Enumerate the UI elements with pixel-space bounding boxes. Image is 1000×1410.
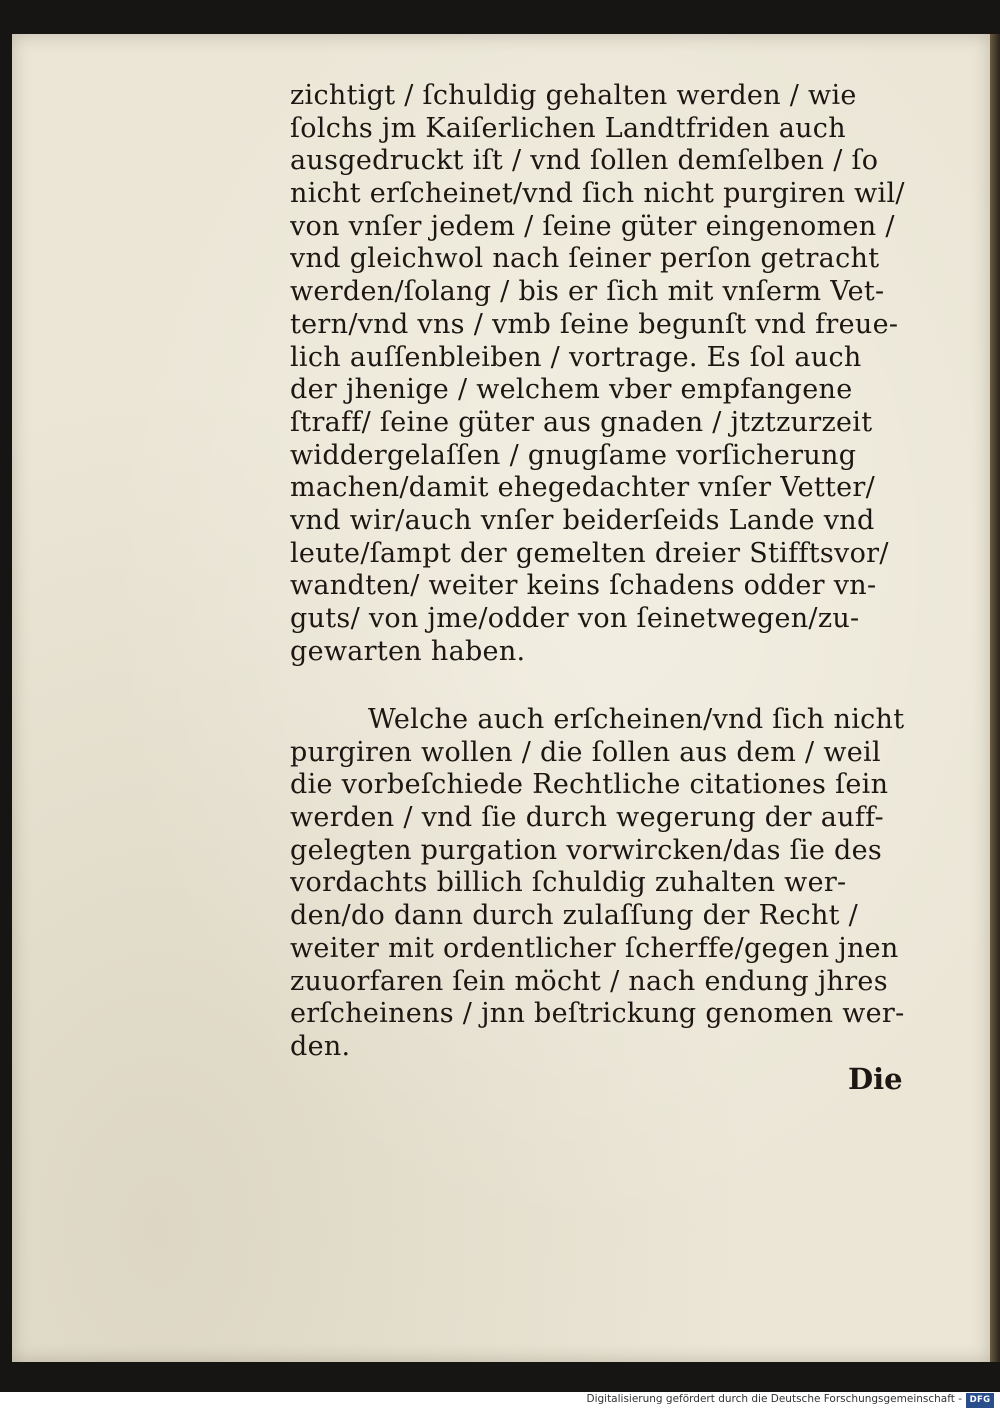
- text-line: weiter mit ordentlicher ſcherffe/gegen jnen: [290, 932, 899, 964]
- text-line: guts/ von jme/odder von ſeinetwegen/zu-: [290, 603, 860, 634]
- text-line: machen/damit ehegedachter vnſer Vetter/: [290, 472, 876, 504]
- text-line: gelegten purgation vorwircken/das ſie des: [290, 834, 883, 866]
- text-line: der jhenige / welchem vber empfangene: [290, 374, 853, 406]
- text-line: leute/ſampt der gemelten dreier Stifftsvor/: [290, 537, 889, 569]
- text-line: ſolchs jm Kaiſerlichen Landtfriden auch: [290, 112, 846, 144]
- footer-credit: Digitalisierung gefördert durch die Deutsche Forschungsgemeinschaft -: [586, 1393, 962, 1405]
- text-line: zichtigt / ſchuldig gehalten werden / wie: [290, 80, 857, 111]
- book-edge: [990, 34, 1000, 1362]
- text-line: von vnſer jedem / ſeine güter eingenomen /: [290, 210, 895, 242]
- text-line: nicht erſcheinet/vnd ſich nicht purgiren wil/: [290, 178, 905, 210]
- text-line: purgiren wollen / die ſollen aus dem / weil: [290, 736, 881, 768]
- text-line: lich auſſenbleiben / vortrage. Es ſol auch: [290, 341, 862, 373]
- text-line: den.: [290, 1030, 351, 1062]
- text-line: Welche auch erſcheinen/vnd ſich nicht: [368, 704, 905, 735]
- text-line: ſtraff/ ſeine güter aus gnaden / jtztzurzeit: [290, 406, 873, 438]
- text-line: erſcheinens / jnn beſtrickung genomen wer-: [290, 998, 905, 1030]
- text-line: widdergelaſſen / gnugſame vorſicherung: [290, 439, 857, 471]
- text-line: zuuorfaren ſein möcht / nach endung jhres: [290, 965, 888, 997]
- dfg-logo: DFG: [966, 1393, 994, 1408]
- text-line: gewarten haben.: [290, 635, 526, 667]
- footer-bar: [0, 1392, 1000, 1410]
- catchword: Die: [848, 1062, 903, 1096]
- text-line: die vorbeſchiede Rechtliche citationes ſein: [290, 769, 889, 801]
- text-line: den/do dann durch zulaſſung der Recht /: [290, 900, 859, 932]
- text-line: ausgedruckt iſt / vnd ſollen demſelben / ſo: [290, 145, 879, 177]
- text-line: werden / vnd ſie durch wegerung der auff-: [290, 802, 884, 834]
- paragraph-1: [290, 80, 910, 668]
- text-line: tern/vnd vns / vmb ſeine begunſt vnd freue-: [290, 308, 899, 340]
- text-line: vnd gleichwol nach ſeiner perſon getracht: [290, 243, 880, 275]
- text-line: werden/ſolang / bis er ſich mit vnſerm Vet-: [290, 276, 885, 308]
- paragraph-2: [290, 704, 910, 1064]
- text-line: wandten/ weiter keins ſchadens odder vn-: [290, 570, 877, 602]
- text-line: vordachts billich ſchuldig zuhalten wer-: [290, 867, 847, 899]
- text-line: vnd wir/auch vnſer beiderſeids Lande vnd: [290, 504, 875, 536]
